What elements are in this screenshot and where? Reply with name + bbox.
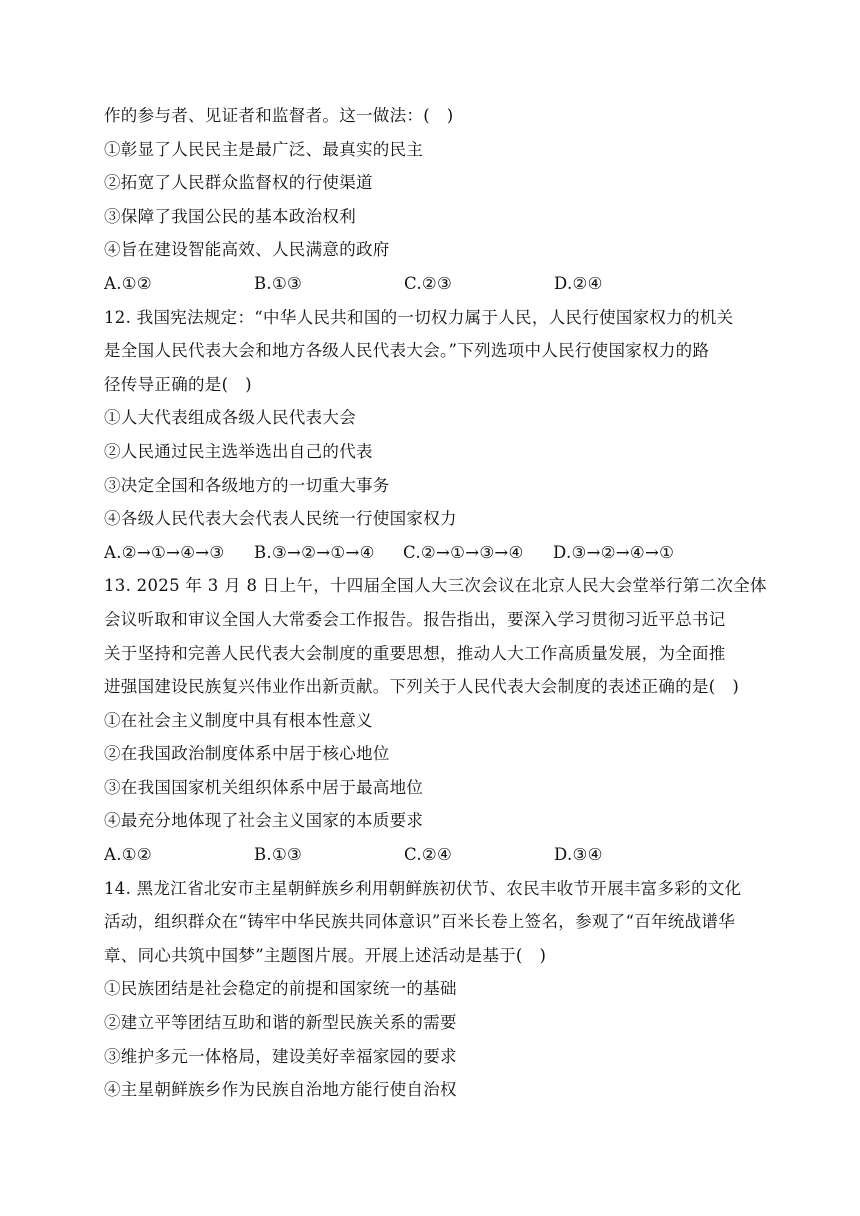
option-d[interactable]: D.③④ bbox=[554, 845, 603, 865]
question-11-stem-continued: 作的参与者、见证者和监督者。这一做法：( ) bbox=[104, 106, 454, 125]
option-a[interactable]: A.②→①→④→③ bbox=[104, 542, 225, 562]
question-11-statement-1: ①彰显了人民民主是最广泛、最真实的民主 bbox=[104, 139, 424, 159]
question-11-options bbox=[104, 267, 764, 301]
option-b[interactable]: B.③→②→①→④ bbox=[254, 542, 375, 562]
question-12-statement-2: ②人民通过民主选举选出自己的代表 bbox=[104, 441, 373, 461]
question-14-stem-line-3: 章、同心共筑中国梦”主题图片展。开展上述活动是基于( ) bbox=[104, 945, 547, 965]
option-d[interactable]: D.③→②→④→① bbox=[553, 542, 675, 562]
question-13 bbox=[104, 569, 767, 871]
question-14 bbox=[104, 872, 764, 1107]
question-13-options bbox=[104, 838, 764, 872]
question-13-stem-line-2: 会议听取和审议全国人大常委会工作报告。报告指出，要深入学习贯彻习近平总书记 bbox=[104, 609, 726, 629]
question-13-statement-2: ②在我国政治制度体系中居于核心地位 bbox=[104, 744, 390, 764]
question-12-options bbox=[104, 536, 764, 570]
question-12-statement-3: ③决定全国和各级地方的一切重大事务 bbox=[104, 475, 390, 495]
option-c[interactable]: C.②④ bbox=[404, 845, 453, 865]
option-d[interactable]: D.②④ bbox=[554, 273, 603, 293]
option-c[interactable]: C.②③ bbox=[404, 273, 453, 293]
question-12-stem-line-1: 12. 我国宪法规定：“中华人民共和国的一切权力属于人民，人民行使国家权力的机关 bbox=[104, 307, 734, 327]
question-14-statement-4: ④主星朝鲜族乡作为民族自治地方能行使自治权 bbox=[104, 1080, 457, 1100]
question-14-stem-line-2: 活动，组织群众在“铸牢中华民族共同体意识”百米长卷上签名，参观了“百年统战谱华 bbox=[104, 912, 736, 932]
question-12-stem-line-3: 径传导正确的是( ) bbox=[104, 374, 252, 394]
question-12 bbox=[104, 301, 764, 570]
option-a[interactable]: A.①② bbox=[104, 845, 152, 865]
question-13-stem-line-3: 关于坚持和完善人民代表大会制度的重要思想，推动人大工作高质量发展，为全面推 bbox=[104, 643, 726, 663]
question-13-stem-line-4: 进强国建设民族复兴伟业作出新贡献。下列关于人民代表大会制度的表述正确的是( ) bbox=[104, 677, 740, 697]
question-14-stem-line-1: 14. 黑龙江省北安市主星朝鲜族乡利用朝鲜族初伏节、农民丰收节开展丰富多彩的文化 bbox=[104, 878, 742, 898]
option-b[interactable]: B.①③ bbox=[254, 273, 303, 293]
question-11-statement-2: ②拓宽了人民群众监督权的行使渠道 bbox=[104, 173, 373, 193]
question-12-statement-4: ④各级人民代表大会代表人民统一行使国家权力 bbox=[104, 509, 457, 529]
question-14-statement-2: ②建立平等团结互助和谐的新型民族关系的需要 bbox=[104, 1013, 457, 1033]
question-11-statement-3: ③保障了我国公民的基本政治权利 bbox=[104, 206, 356, 226]
question-14-statement-1: ①民族团结是社会稳定的前提和国家统一的基础 bbox=[104, 979, 457, 999]
question-13-stem-line-1: 13. 2025 年 3 月 8 日上午，十四届全国人大三次会议在北京人民大会堂举行第二次全体 bbox=[104, 576, 767, 596]
option-b[interactable]: B.①③ bbox=[254, 845, 303, 865]
question-12-statement-1: ①人大代表组成各级人民代表大会 bbox=[104, 408, 356, 428]
question-13-statement-1: ①在社会主义制度中具有根本性意义 bbox=[104, 710, 373, 730]
question-13-statement-3: ③在我国国家机关组织体系中居于最高地位 bbox=[104, 777, 424, 797]
page-content bbox=[104, 99, 767, 1107]
question-14-statement-3: ③维护多元一体格局，建设美好幸福家园的要求 bbox=[104, 1046, 457, 1066]
question-13-statement-4: ④最充分地体现了社会主义国家的本质要求 bbox=[104, 811, 424, 831]
question-12-stem-line-2: 是全国人民代表大会和地方各级人民代表大会。”下列选项中人民行使国家权力的路 bbox=[104, 341, 710, 361]
question-11 bbox=[104, 99, 764, 301]
question-11-statement-4: ④旨在建设智能高效、人民满意的政府 bbox=[104, 240, 390, 260]
option-c[interactable]: C.②→①→③→④ bbox=[403, 542, 524, 562]
option-a[interactable]: A.①② bbox=[104, 273, 152, 293]
